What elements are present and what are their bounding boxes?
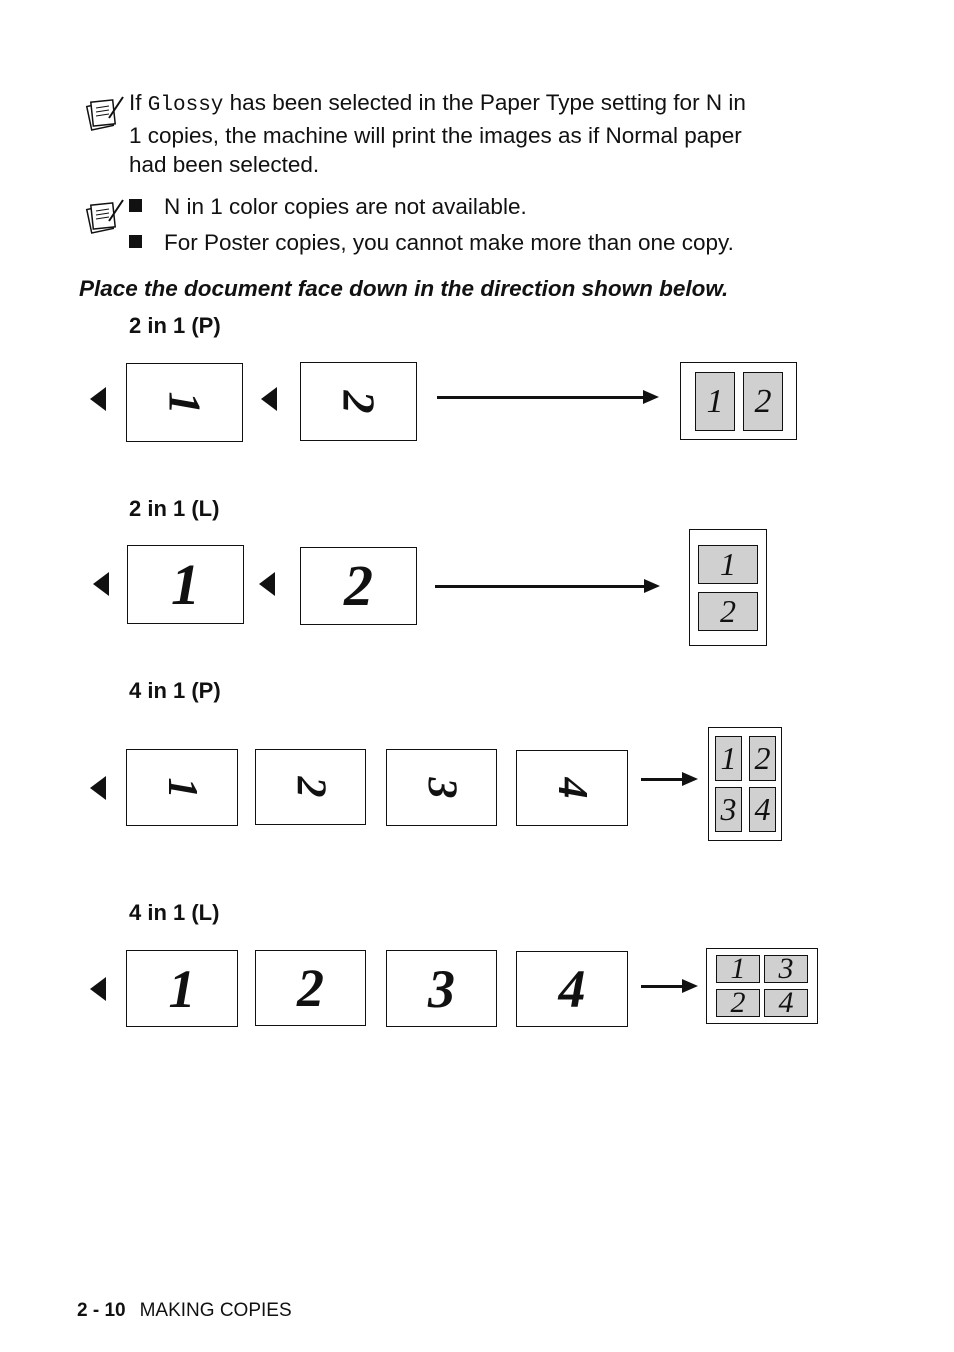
page-number-glyph: 3 bbox=[418, 777, 465, 798]
feed-direction-arrow-icon bbox=[90, 776, 106, 800]
page-number-glyph: 2 bbox=[287, 776, 334, 798]
original-page bbox=[126, 749, 238, 826]
page-number-glyph: 1 bbox=[171, 551, 200, 617]
feed-direction-arrow-icon bbox=[90, 387, 106, 411]
instruction-heading: Place the document face down in the direction shown below. bbox=[79, 276, 729, 301]
section-label-4in1-p: 4 in 1 (P) bbox=[129, 678, 221, 703]
feed-direction-arrow-icon bbox=[90, 977, 106, 1001]
result-arrow-icon bbox=[641, 778, 684, 781]
note-pad-icon bbox=[85, 94, 125, 134]
page-number-glyph: 2 bbox=[344, 553, 373, 618]
glossy-code: Glossy bbox=[147, 94, 224, 117]
result-cell: 3 bbox=[764, 955, 808, 983]
note-1-line-1 bbox=[129, 88, 829, 121]
note-1-line-1-rest: has been selected in the Paper Type setting for N in bbox=[229, 90, 746, 115]
result-cell: 1 bbox=[695, 372, 735, 431]
page-number-glyph: 3 bbox=[428, 958, 455, 1019]
page-number-glyph: 1 bbox=[159, 777, 205, 798]
section-label-4in1-l: 4 in 1 (L) bbox=[129, 900, 220, 925]
original-page bbox=[126, 363, 243, 442]
result-arrow-icon bbox=[641, 985, 684, 988]
section-label-2in1-l: 2 in 1 (L) bbox=[129, 496, 220, 521]
bullet-square-icon bbox=[129, 199, 142, 212]
result-cell: 2 bbox=[716, 989, 760, 1017]
chapter-title: MAKING COPIES bbox=[139, 1300, 292, 1321]
result-cell: 1 bbox=[698, 545, 758, 584]
original-page bbox=[255, 749, 366, 825]
result-arrow-icon bbox=[435, 585, 646, 588]
page-number: 2 - 10 bbox=[77, 1300, 126, 1321]
bullet-item bbox=[129, 228, 734, 258]
bullet-item bbox=[129, 192, 527, 222]
original-page bbox=[126, 950, 238, 1027]
original-page bbox=[127, 545, 244, 624]
result-sheet bbox=[680, 362, 797, 440]
original-page bbox=[255, 950, 366, 1026]
section-label-2in1-p: 2 in 1 (P) bbox=[129, 313, 221, 338]
result-cell: 4 bbox=[764, 989, 808, 1017]
feed-direction-arrow-icon bbox=[259, 572, 275, 596]
result-sheet bbox=[689, 529, 767, 646]
original-page bbox=[386, 749, 497, 826]
bullet-text: N in 1 color copies are not available. bbox=[164, 194, 527, 219]
result-arrow-icon bbox=[437, 396, 645, 399]
original-page bbox=[386, 950, 497, 1027]
result-cell: 1 bbox=[716, 955, 760, 983]
feed-direction-arrow-icon bbox=[261, 387, 277, 411]
original-page bbox=[300, 547, 417, 625]
result-cell: 3 bbox=[715, 787, 742, 832]
feed-direction-arrow-icon bbox=[93, 572, 109, 596]
result-cell: 2 bbox=[743, 372, 783, 431]
original-page bbox=[516, 951, 628, 1027]
note-pad-icon bbox=[85, 197, 125, 237]
result-cell: 2 bbox=[698, 592, 758, 631]
bullet-square-icon bbox=[129, 235, 142, 248]
page-number-glyph: 4 bbox=[549, 777, 595, 799]
result-sheet bbox=[706, 948, 818, 1024]
note-1-line-2: 1 copies, the machine will print the images as if Normal paper bbox=[129, 122, 742, 148]
result-cell: 2 bbox=[749, 736, 776, 781]
original-page bbox=[516, 750, 628, 826]
note-1-prefix: If bbox=[129, 90, 142, 115]
page-number-glyph: 1 bbox=[168, 958, 196, 1019]
note-1 bbox=[129, 88, 829, 180]
bullet-text: For Poster copies, you cannot make more than one copy. bbox=[164, 230, 734, 255]
result-cell: 4 bbox=[749, 787, 776, 832]
page-number-glyph: 4 bbox=[558, 959, 586, 1019]
page-footer bbox=[77, 1300, 292, 1322]
original-page bbox=[300, 362, 417, 441]
page-number-glyph: 1 bbox=[159, 391, 211, 414]
note-1-line-3: had been selected. bbox=[129, 152, 320, 177]
page-number-glyph: 2 bbox=[333, 390, 385, 413]
page-number-glyph: 2 bbox=[297, 958, 324, 1018]
result-cell: 1 bbox=[715, 736, 742, 781]
result-sheet bbox=[708, 727, 782, 841]
